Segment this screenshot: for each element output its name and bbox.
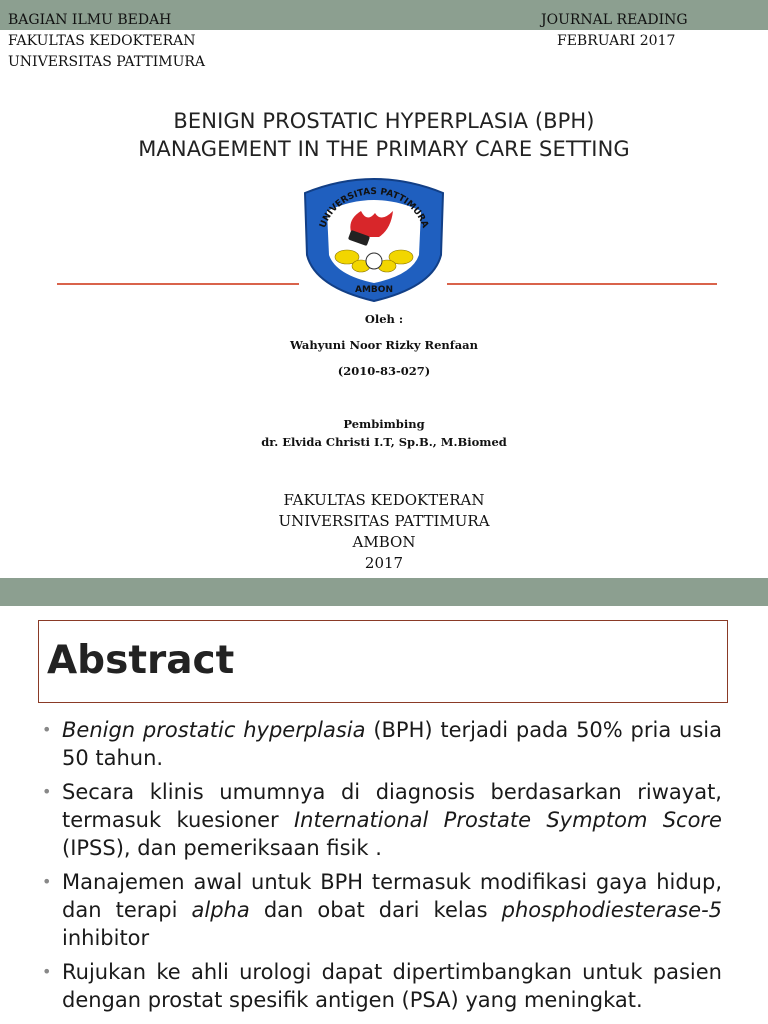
bullet-italic-text: alpha [191, 898, 250, 922]
bullet-text: (BPH) terjadi pada 50% pria usia 50 tahun. [62, 718, 722, 770]
bullet-text: inhibitor [62, 926, 150, 950]
university-logo [301, 171, 447, 302]
header-faculty: FAKULTAS KEDOKTERAN [8, 33, 196, 49]
title-line-2: MANAGEMENT IN THE PRIMARY CARE SETTING [138, 137, 630, 161]
pembimbing-label: Pembimbing [343, 417, 425, 431]
bullet-dot-icon: • [42, 962, 52, 981]
bullet-italic-text: Benign prostatic hyperplasia [62, 718, 366, 742]
header-university: UNIVERSITAS PATTIMURA [8, 54, 206, 70]
bullet-dot-icon: • [42, 720, 52, 739]
title-line-1: BENIGN PROSTATIC HYPERPLASIA (BPH) [173, 109, 595, 133]
page-title [0, 107, 768, 163]
bullet-text: Rujukan ke ahli urologi dapat dipertimbangkan untuk pasien dengan prostat spesifik antigen (PSA) yang meningkat. [62, 960, 722, 1012]
bullet-dot-icon: • [42, 872, 52, 891]
logo-arc-text: UNIVERSITAS PATTIMURA [318, 186, 430, 230]
bullet-text: Manajemen awal untuk BPH termasuk modifikasi gaya hidup, dan terapi [62, 870, 722, 922]
author-name: Wahyuni Noor Rizky Renfaan [290, 338, 478, 352]
student-id: (2010-83-027) [337, 364, 431, 378]
logo-city-text: AMBON [355, 285, 393, 295]
bullet-italic-text: phosphodiesterase-5 [501, 898, 723, 922]
list-item [40, 716, 722, 772]
slide-separator [0, 578, 768, 606]
bullet-text: Secara klinis umumnya di diagnosis berdasarkan riwayat, termasuk kuesioner [62, 780, 722, 832]
pembimbing-name: dr. Elvida Christi I.T, Sp.B., M.Biomed [261, 435, 507, 449]
bullet-dot-icon: • [42, 782, 52, 801]
footer-university: UNIVERSITAS PATTIMURA [278, 512, 490, 530]
divider-left [57, 283, 299, 285]
bullet-text: (IPSS), dan pemeriksaan fisik . [62, 836, 382, 860]
bullet-text: dan obat dari kelas [249, 898, 502, 922]
list-item [40, 958, 722, 1014]
abstract-heading: Abstract [47, 638, 235, 683]
list-item [40, 868, 722, 952]
footer-year: 2017 [364, 554, 404, 572]
abstract-heading-box [38, 620, 728, 703]
header-dept: BAGIAN ILMU BEDAH [8, 12, 172, 28]
logo-center-emblem [366, 253, 382, 269]
oleh-label: Oleh : [364, 312, 404, 326]
footer-faculty: FAKULTAS KEDOKTERAN [283, 491, 485, 509]
divider-right [447, 283, 717, 285]
abstract-bullet-list [40, 716, 722, 1020]
bullet-italic-text: International Prostate Symptom Score [293, 808, 722, 832]
header-date: FEBRUARI 2017 [557, 33, 676, 49]
header-journal-reading: JOURNAL READING [541, 12, 688, 28]
footer-city: AMBON [352, 533, 416, 551]
list-item [40, 778, 722, 862]
abstract-slide [0, 606, 768, 1024]
